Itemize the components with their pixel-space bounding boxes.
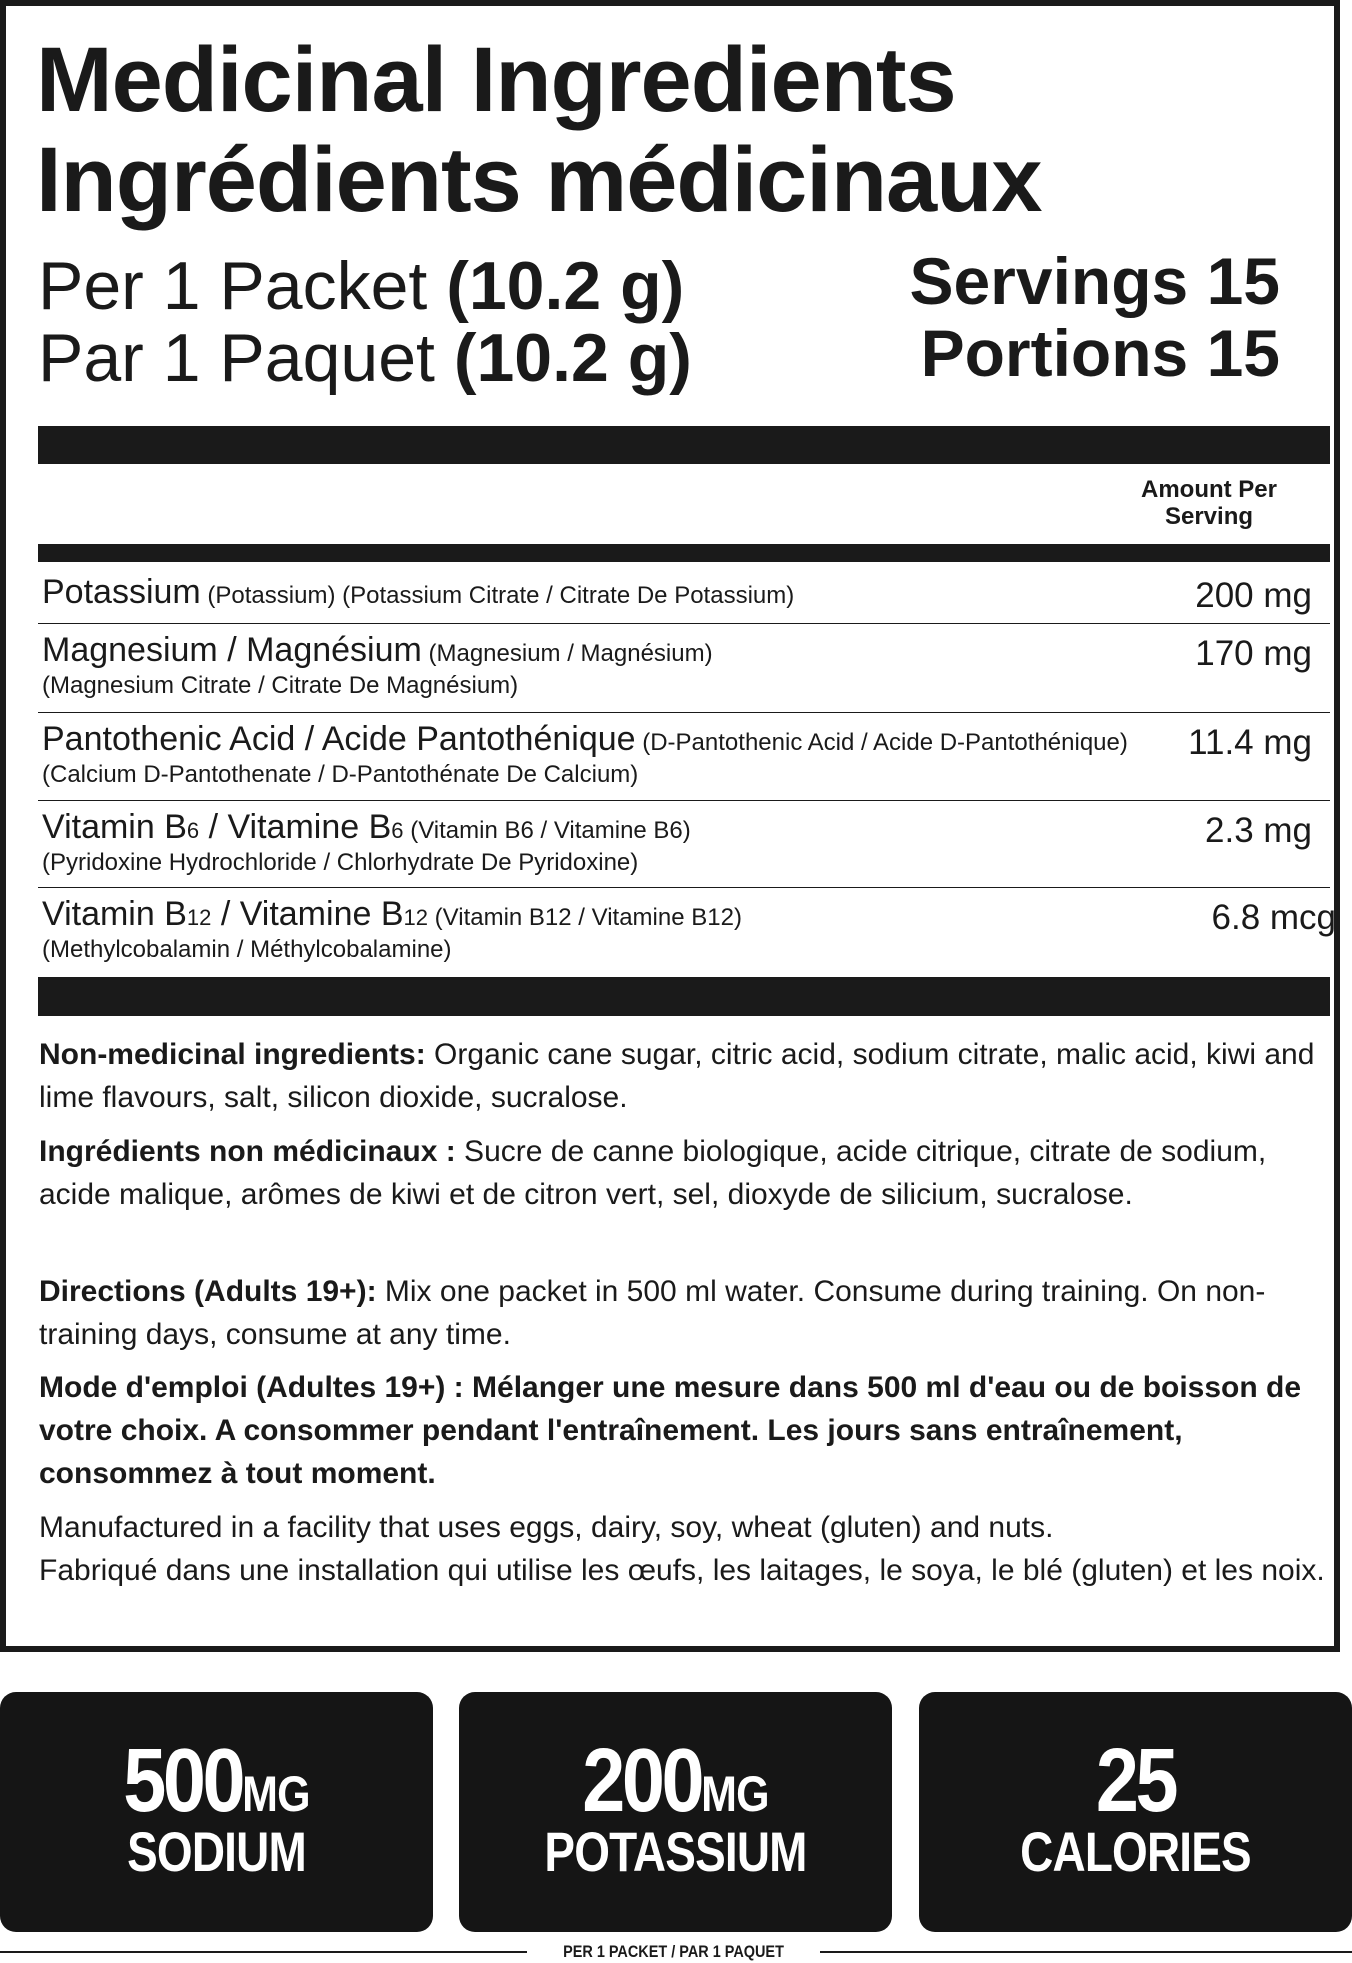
ingredient-detail: (Potassium) (Potassium Citrate / Citrate De Potassium) <box>207 582 795 609</box>
footer-rule-left <box>0 1951 527 1953</box>
allergen-french: Fabriqué dans une installation qui utilise les œufs, les laitages, le soya, le blé (gluten) et les noix. <box>39 1554 1325 1587</box>
amount-header-line1: Amount Per <box>1140 476 1277 503</box>
stat-number: 200 <box>582 1731 702 1831</box>
ingredient-amount: 170 mg <box>1195 634 1312 673</box>
ingredient-subscript: 12 <box>403 905 428 930</box>
table-row <box>38 566 1330 624</box>
directions-french <box>39 1366 1339 1495</box>
amount-header-line2: Serving <box>1164 503 1254 530</box>
ingredient-cell <box>42 631 1132 702</box>
paragraph-text: Sucre de canne biologique, acide citrique, citrate de sodium, acide malique, arômes de kiwi et de citron vert, sel, dioxyde de silicium, sucralose. <box>39 1135 1267 1211</box>
ingredient-amount: 2.3 mg <box>1205 811 1312 850</box>
paragraph-text: Mix one packet in 500 ml water. Consume during training. On non-training days, consume at any time. <box>39 1275 1266 1351</box>
ingredient-amount: 11.4 mg <box>1188 723 1312 762</box>
heading-french: Ingrédients médicinaux <box>36 129 1042 231</box>
stat-number: 500 <box>123 1731 243 1831</box>
footer-note <box>0 1940 1352 1963</box>
serving-size-english <box>38 248 685 324</box>
ingredient-detail-source: (Magnesium Citrate / Citrate De Magnésium) <box>42 672 519 699</box>
ingredient-cell <box>42 895 1132 966</box>
stat-boxes <box>0 1692 1352 1932</box>
ingredient-name: Pantothenic Acid / Acide Pantothénique <box>42 720 636 758</box>
stat-box-calories <box>919 1692 1352 1932</box>
ingredient-detail: (Magnesium / Magnésium) <box>428 640 713 667</box>
serving-size-english-weight: (10.2 g) <box>446 248 685 324</box>
ingredient-name <box>42 895 428 933</box>
amount-per-serving-header <box>1124 476 1294 530</box>
ingredient-name-part: / Vitamine B <box>211 895 404 933</box>
ingredient-name <box>42 808 404 846</box>
divider-bar-header <box>38 544 1330 562</box>
ingredient-subscript: 6 <box>186 818 200 843</box>
serving-size-french-prefix: Par 1 Paquet <box>38 320 454 396</box>
directions-english <box>39 1270 1339 1356</box>
paragraph-text: Organic cane sugar, citric acid, sodium citrate, malic acid, kiwi and lime flavours, salt, silicon dioxide, sucralose. <box>39 1038 1315 1114</box>
paragraph-label: Mode d'emploi (Adultes 19+) : <box>39 1371 464 1404</box>
ingredient-cell <box>42 573 1132 612</box>
stat-box-potassium <box>459 1692 892 1932</box>
footer-note-text: PER 1 PACKET / PAR 1 PAQUET <box>563 1942 784 1961</box>
table-row <box>38 801 1330 888</box>
ingredient-subscript: 12 <box>186 905 212 930</box>
stat-value <box>489 1731 861 1831</box>
non-medicinal-ingredients-english <box>39 1033 1339 1119</box>
stat-value <box>30 1731 402 1831</box>
stat-unit: MG <box>242 1766 310 1822</box>
ingredient-name: Magnesium / Magnésium <box>42 631 422 669</box>
ingredient-name-part: Vitamin B <box>42 895 187 933</box>
ingredient-amount: 200 mg <box>1195 576 1312 615</box>
ingredient-detail: (D-Pantothenic Acid / Acide D-Pantothénique) (Calcium D-Pantothenate / D-Pantothénate De Calcium) <box>42 729 1128 788</box>
paragraph-label: Ingrédients non médicinaux : <box>39 1135 456 1168</box>
paragraph-label: Directions (Adults 19+): <box>39 1275 377 1308</box>
footer-rule-right <box>820 1951 1352 1953</box>
stat-value <box>949 1731 1321 1831</box>
ingredient-cell <box>42 808 1132 879</box>
table-row <box>38 624 1330 713</box>
serving-size-french <box>38 320 692 396</box>
divider-bar-bottom <box>38 977 1330 1016</box>
ingredient-subscript: 6 <box>391 818 404 843</box>
ingredient-detail-source: (Pyridoxine Hydrochloride / Chlorhydrate De Pyridoxine) <box>42 849 639 876</box>
stat-unit: MG <box>701 1766 769 1822</box>
ingredient-amount: 6.8 mcg <box>1211 898 1336 937</box>
ingredient-detail: (Vitamin B6 / Vitamine B6) <box>410 817 691 844</box>
stat-label: CALORIES <box>1020 1820 1251 1883</box>
ingredient-detail-source: (Methylcobalamin / Méthylcobalamine) <box>42 936 452 963</box>
non-medicinal-ingredients-french <box>39 1130 1339 1216</box>
stat-label: POTASSIUM <box>544 1820 807 1883</box>
ingredient-name-part: Vitamin B <box>42 808 187 846</box>
heading-english: Medicinal Ingredients <box>36 29 956 131</box>
divider-bar-top <box>38 426 1330 464</box>
table-row <box>38 888 1336 976</box>
stat-number: 25 <box>1095 1731 1176 1831</box>
servings-english: Servings 15 <box>909 244 1280 318</box>
ingredient-name-part: / Vitamine B <box>199 808 392 846</box>
allergen-english: Manufactured in a facility that uses eggs, dairy, soy, wheat (gluten) and nuts. <box>39 1511 1054 1544</box>
allergen-statement <box>39 1506 1339 1592</box>
ingredient-name: Potassium <box>42 573 201 611</box>
stat-label: SODIUM <box>127 1820 306 1883</box>
ingredient-cell <box>42 720 1132 791</box>
serving-size-english-prefix: Per 1 Packet <box>38 248 447 324</box>
table-row <box>38 713 1330 801</box>
serving-size-french-weight: (10.2 g) <box>453 320 692 396</box>
paragraph-label: Non-medicinal ingredients: <box>39 1038 426 1071</box>
stat-box-sodium <box>0 1692 433 1932</box>
paragraph-text: Mélanger une mesure dans 500 ml d'eau ou de boisson de votre choix. A consommer pendant l'entraînement. Les jours sans entraînement, consommez à tout moment. <box>39 1371 1302 1490</box>
servings-french: Portions 15 <box>920 316 1280 390</box>
ingredient-detail: (Vitamin B12 / Vitamine B12) <box>434 904 742 931</box>
